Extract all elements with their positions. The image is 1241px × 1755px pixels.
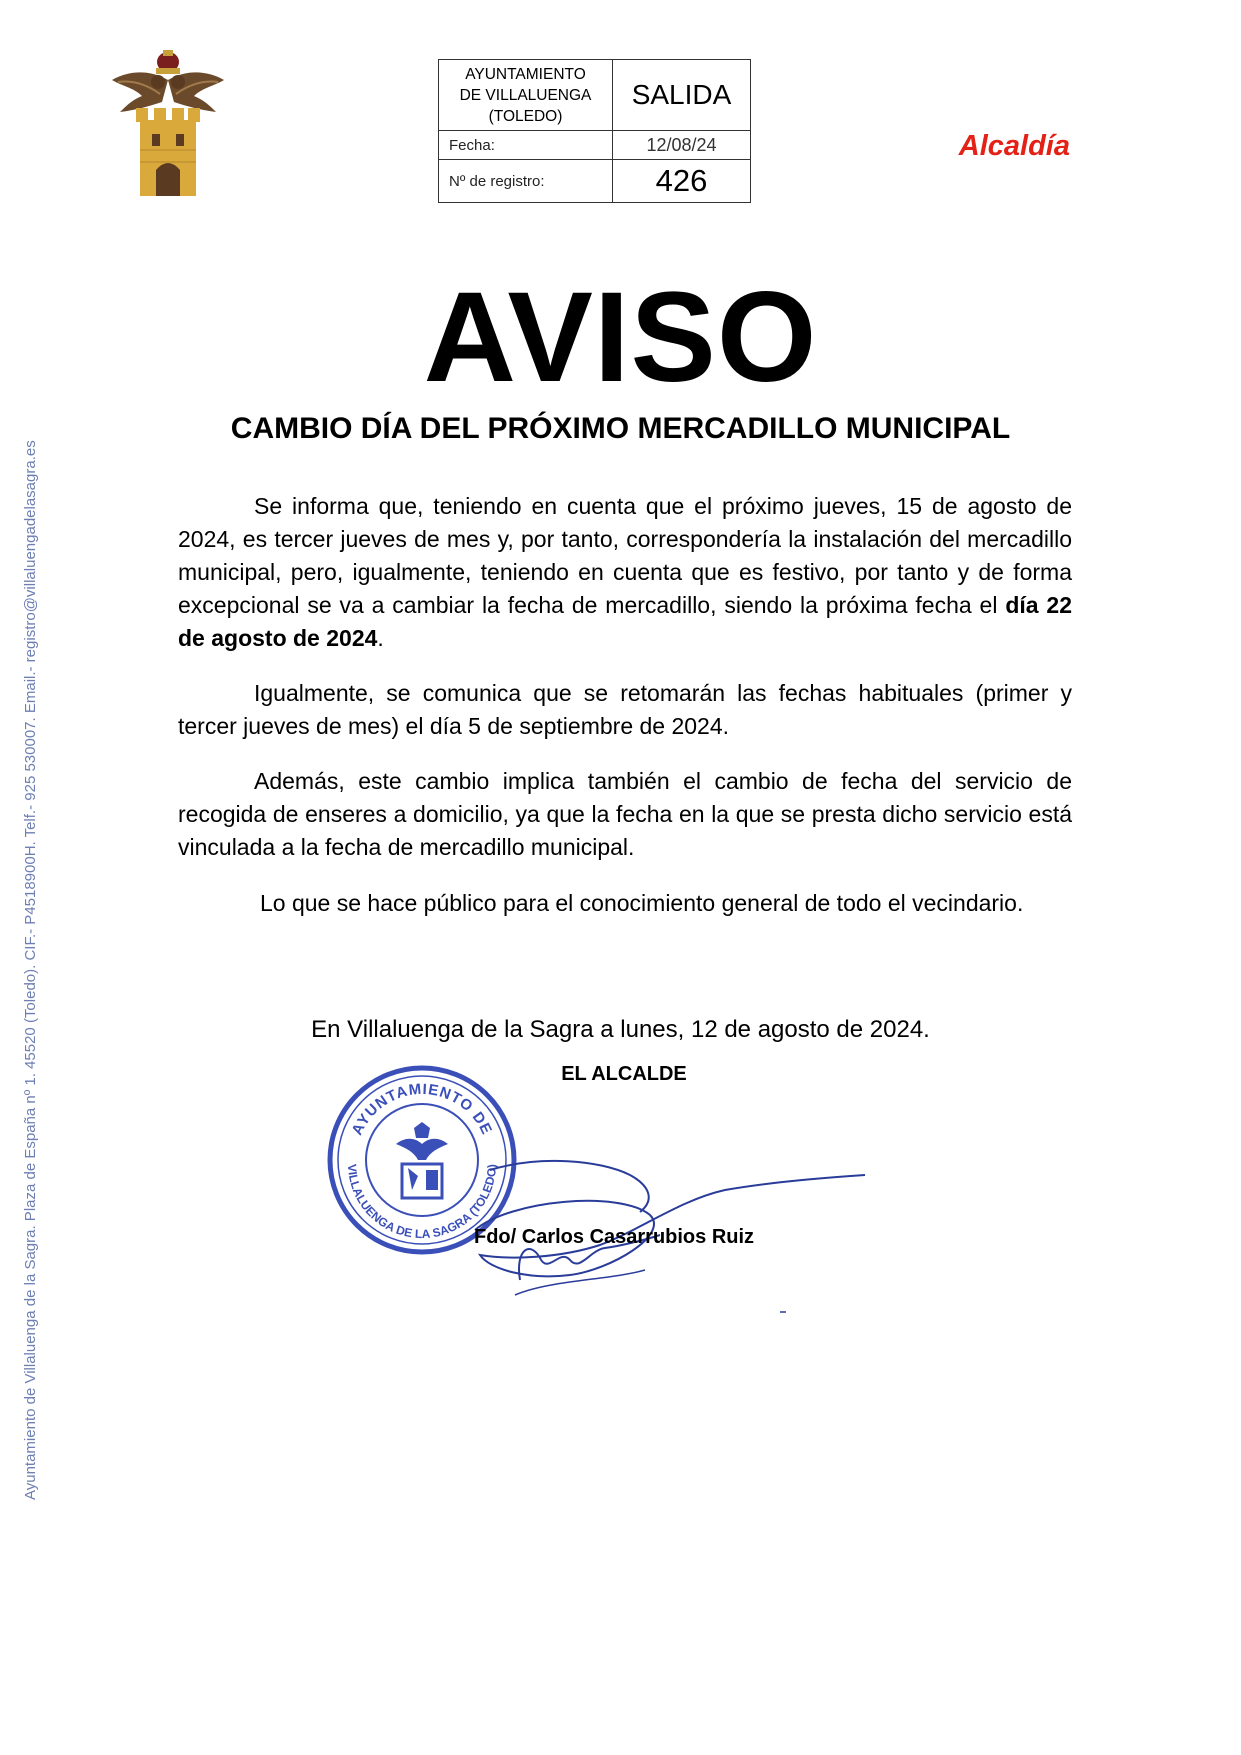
signer-title: EL ALCALDE [561, 1063, 687, 1085]
registry-date-value: 12/08/24 [613, 131, 751, 160]
paragraph-1-text: Se informa que, teniendo en cuenta que el próximo jueves, 15 de agosto de 2024, es tercer jueves de mes y, por tanto, correspondería la instalación del mercadillo municipal, pero, igualmente, teniendo en cuenta que es festivo, por tanto y de forma excepcional se va a cambiar la fecha de mercadillo, siendo la próxima fecha el [178, 493, 1072, 618]
sidebar-address-text: Ayuntamiento de Villaluenga de la Sagra. Plaza de España nº 1. 45520 (Toledo). CIF.- P4518900H. Telf.- 925 530007. Email.- registro@villaluengadelasagra.es [22, 440, 39, 1500]
svg-text:AYUNTAMIENTO DE: AYUNTAMIENTO DE [348, 1080, 496, 1138]
registry-date-label: Fecha: [439, 131, 613, 160]
registry-type: SALIDA [613, 60, 751, 131]
registry-org-line: (TOLEDO) [488, 107, 563, 125]
department-label: Alcaldía [958, 130, 1070, 162]
paragraph-2-text: Igualmente, se comunica que se retomarán las fechas habituales (primer y tercer jueves de mes) el día 5 de septiembre de 2024. [178, 680, 1072, 739]
signed-by-name: Fdo/ Carlos Casarrubios Ruiz [474, 1226, 755, 1248]
paragraph-4 [178, 887, 1072, 920]
svg-text:VILLALUENGA DE LA SAGRA (TOLED: VILLALUENGA DE LA SAGRA (TOLEDO) [344, 1163, 500, 1242]
page-title: AVISO [423, 266, 818, 409]
paragraph-4-text: Lo que se hace público para el conocimiento general de todo el vecindario. [260, 890, 1024, 916]
registry-number-value: 426 [613, 160, 751, 203]
page-subtitle: CAMBIO DÍA DEL PRÓXIMO MERCADILLO MUNICIPAL [230, 412, 1011, 445]
registry-stamp-table [438, 59, 751, 203]
municipal-crest-logo [112, 50, 224, 200]
paragraph-3-text: Además, este cambio implica también el cambio de fecha del servicio de recogida de enseres a domicilio, ya que la fecha en la que se presta dicho servicio está vinculada a la fecha de mercadillo municipal. [178, 768, 1072, 860]
registry-org-line: AYUNTAMIENTO [465, 65, 586, 83]
registry-organization [439, 60, 613, 131]
paragraph-1-end: . [377, 625, 384, 651]
paragraph-3 [178, 765, 1072, 864]
paragraph-1 [178, 490, 1072, 655]
registry-org-line: DE VILLALUENGA [459, 86, 592, 104]
registry-number-label: Nº de registro: [439, 160, 613, 203]
paragraph-2 [178, 677, 1072, 743]
place-and-date: En Villaluenga de la Sagra a lunes, 12 de agosto de 2024. [311, 1016, 930, 1043]
paragraph-1-bold-date: día 22 de agosto de 2024 [178, 592, 1072, 651]
